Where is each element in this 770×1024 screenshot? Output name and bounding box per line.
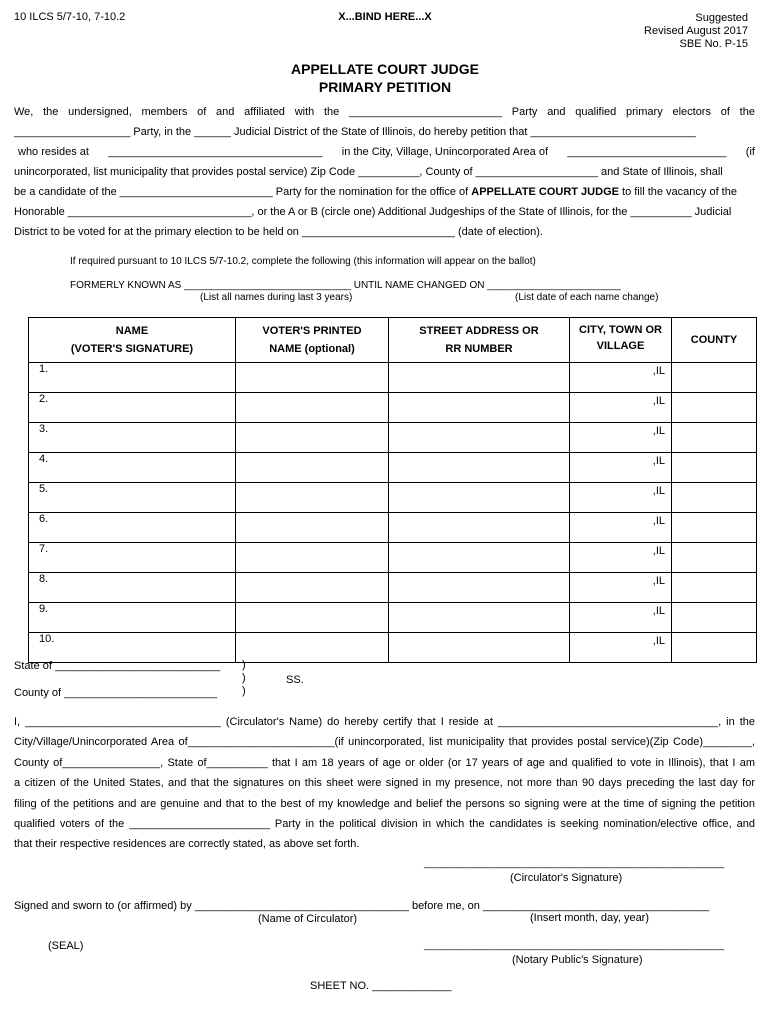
petition-paragraph: [14, 102, 755, 242]
revised-date: Revised August 2017: [644, 25, 748, 37]
petition-line-1: We, the undersigned, members of and affiliated with the _________________________ Party and qualified primary electors of the: [14, 102, 755, 122]
table-header-row: [29, 318, 757, 363]
table-row: 4. ,IL: [29, 453, 757, 483]
statute-reference: 10 ILCS 5/7-10, 7-10.2: [14, 11, 126, 23]
cert-line-5: filing of the petitions and are genuine and that to the best of my knowledge and belief the persons so signing were at the time of signing the petition: [14, 798, 755, 810]
notary-signature-line[interactable]: ______________________________________________________: [424, 940, 725, 951]
residence-field[interactable]: ___________________________________: [108, 146, 323, 158]
petition-line-6: Honorable ______________________________, or the A or B (circle one) Additional Judgeships of the State of Illinois, for the __________ Judicial: [14, 206, 732, 218]
names-hint: (List all names during last 3 years): [200, 292, 353, 303]
office-name: APPELLATE COURT JUDGE: [471, 186, 619, 198]
title-line-2: PRIMARY PETITION: [318, 79, 452, 95]
area-field[interactable]: __________________________: [567, 146, 727, 158]
date-label: (Insert month, day, year): [530, 912, 650, 924]
petition-line-5: be a candidate of the _________________________ Party for the nomination for the office of APPELLATE COURT JUDGE to fill the vacancy of the: [14, 186, 737, 198]
petition-line-4: unincorporated, list municipality that provides postal service) Zip Code __________, County of ____________________ and State of Illinois, shall: [14, 166, 723, 178]
notary-signature-label: (Notary Public's Signature): [512, 954, 643, 966]
sworn-statement: Signed and sworn to (or affirmed) by ___________________________________ before me, on _____________________________________: [14, 900, 710, 912]
cert-line-6: qualified voters of the _______________________ Party in the political division in which the candidates is seeking nomination/elective office, and: [14, 818, 755, 830]
cert-line-2: City/Village/Unincorporated Area of________________________(if unincorporated, list municipality that provides postal service)(Zip Code)________,: [14, 736, 755, 748]
venue-bracket: ) ) ): [242, 659, 246, 697]
state-of-field[interactable]: State of ___________________________: [14, 660, 221, 672]
table-row: 9. ,IL: [29, 603, 757, 633]
circulator-signature-label: (Circulator's Signature): [510, 872, 623, 884]
table-row: 10. ,IL: [29, 633, 757, 663]
table-row: 5. ,IL: [29, 483, 757, 513]
ballot-note: If required pursuant to 10 ILCS 5/7-10.2, complete the following (this information will appear on the ballot): [70, 256, 536, 267]
cert-line-7: that their respective residences are correctly stated, as above set forth.: [14, 838, 360, 850]
table-row: 1. ,IL: [29, 363, 757, 393]
date-hint: (List date of each name change): [515, 292, 659, 303]
table-row: 8. ,IL: [29, 573, 757, 603]
seal-label: (SEAL): [48, 940, 84, 952]
page-title: [0, 60, 770, 96]
formerly-known-as: FORMERLY KNOWN AS ______________________________ UNTIL NAME CHANGED ON ________________________: [70, 280, 621, 291]
col-header-name: NAME (VOTER'S SIGNATURE): [29, 318, 236, 363]
col-header-address: STREET ADDRESS OR RR NUMBER: [389, 318, 570, 363]
cert-line-3: County of________________, State of__________ that I am 18 years of age or older (or 17 years of age and qualified to vote in Illinois), that I am: [14, 757, 755, 769]
petition-line-3: who resides at ___________________________________ in the City, Village, Unincorporated Area of __________________________ (if: [14, 142, 755, 162]
circulator-signature-line[interactable]: ______________________________________________________: [424, 858, 725, 869]
form-number: SBE No. P-15: [679, 38, 748, 50]
title-line-1: APPELLATE COURT JUDGE: [291, 61, 479, 77]
cert-line-4: a citizen of the United States, and that the signatures on this sheet were signed in my presence, not more than 90 days preceding the last day for: [14, 777, 755, 789]
form-info: [644, 12, 748, 51]
table-row: 2. ,IL: [29, 393, 757, 423]
circulator-name-label: (Name of Circulator): [258, 913, 358, 925]
petition-line-7: District to be voted for at the primary election to be held on _________________________ (date of election).: [14, 226, 543, 238]
county-of-field[interactable]: County of _________________________: [14, 687, 218, 699]
table-row: 7. ,IL: [29, 543, 757, 573]
sheet-number[interactable]: SHEET NO. _____________: [310, 980, 452, 992]
table-row: 6. ,IL: [29, 513, 757, 543]
col-header-city: CITY, TOWN OR VILLAGE: [570, 318, 672, 363]
suggested-label: Suggested: [695, 12, 748, 24]
ss-label: SS.: [286, 674, 304, 686]
petition-line-2: ___________________ Party, in the ______ Judicial District of the State of Illinois, do hereby petition that ___________________________: [14, 126, 696, 138]
bind-here-marker: X...BIND HERE...X: [338, 11, 432, 23]
table-row: 3. ,IL: [29, 423, 757, 453]
col-header-county: COUNTY: [672, 318, 757, 363]
col-header-printed-name: VOTER'S PRINTED NAME (optional): [236, 318, 389, 363]
party-field[interactable]: _________________________: [349, 106, 502, 118]
signature-table: [28, 317, 757, 663]
cert-line-1: I, ________________________________ (Circulator's Name) do hereby certify that I reside at ____________________________________, in the: [14, 716, 755, 728]
